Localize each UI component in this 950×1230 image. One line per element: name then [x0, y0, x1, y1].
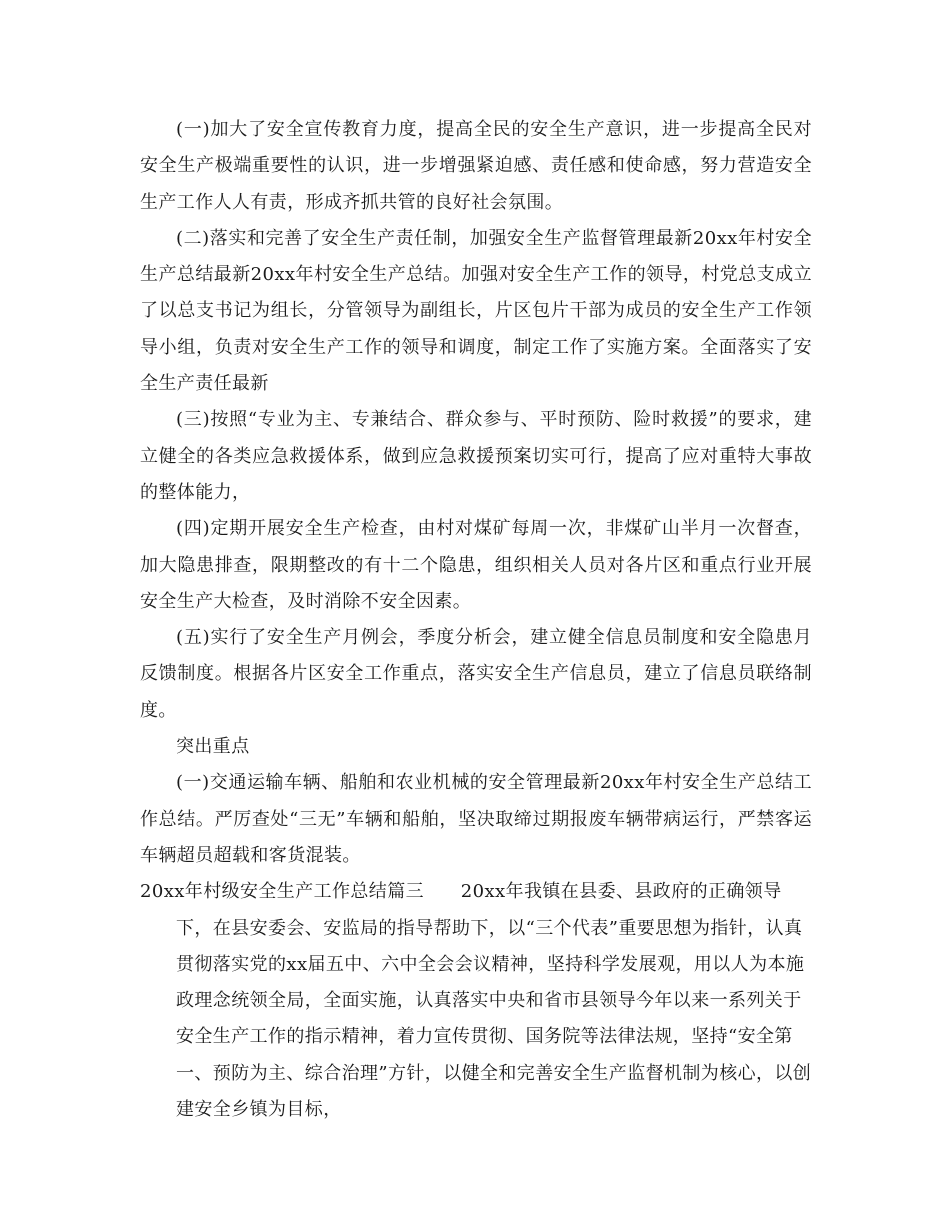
- paragraph-2: (二)落实和完善了安全生产责任制，加强安全生产监督管理最新20xx年村安全生产总结最新20xx年村安全生产总结。加强对安全生产工作的领导，村党总支成立了以总支书记为组长，分管领导为副组长，片区包片干部为成员的安全生产工作领导小组，负责对安全生产工作的领导和调度，制定工作了实施方案。全面落实了安全生产责任最新: [140, 227, 812, 395]
- document-body: [140, 112, 812, 1128]
- paragraph-1: (一)加大了安全宣传教育力度，提高全民的安全生产意识，进一步提高全民对安全生产极端重要性的认识，进一步增强紧迫感、责任感和使命感，努力营造安全生产工作人人有责，形成齐抓共管的良好社会氛围。: [140, 119, 812, 213]
- section-heading: 突出重点: [176, 736, 250, 758]
- paragraph-6: (一)交通运输车辆、船舶和农业机械的安全管理最新20xx年村安全生产总结工作总结。严厉查处“三无”车辆和船舶，坚决取缔过期报废车辆带病运行，严禁客运车辆超员超载和客货混装。: [140, 772, 812, 866]
- paragraph-7: 20xx年村级安全生产工作总结篇三 20xx年我镇在县委、县政府的正确领导下，在县安委会、安监局的指导帮助下，以“三个代表”重要思想为指针，认真贯彻落实党的xx届五中、六中全会会议精神，坚持科学发展观，用以人为本施政理念统领全局，全面实施，认真落实中央和省市县领导今年以来一系列关于安全生产工作的指示精神，着力宣传贯彻、国务院等法律法规，坚持“安全第一、预防为主、综合治理”方针，以健全和完善安全生产监督机制为核心，以创建安全乡镇为目标，: [140, 881, 812, 1121]
- paragraph-4: (四)定期开展安全生产检查，由村对煤矿每周一次，非煤矿山半月一次督查，加大隐患排查，限期整改的有十二个隐患，组织相关人员对各片区和重点行业开展安全生产大检查，及时消除不安全因素。: [140, 518, 812, 612]
- paragraph-5: (五)实行了安全生产月例会，季度分析会，建立健全信息员制度和安全隐患月反馈制度。根据各片区安全工作重点，落实安全生产信息员，建立了信息员联络制度。: [140, 627, 812, 721]
- paragraph-3: (三)按照“专业为主、专兼结合、群众参与、平时预防、险时救援”的要求，建立健全的各类应急救援体系，做到应急救援预案切实可行，提高了应对重特大事故的整体能力，: [140, 409, 812, 503]
